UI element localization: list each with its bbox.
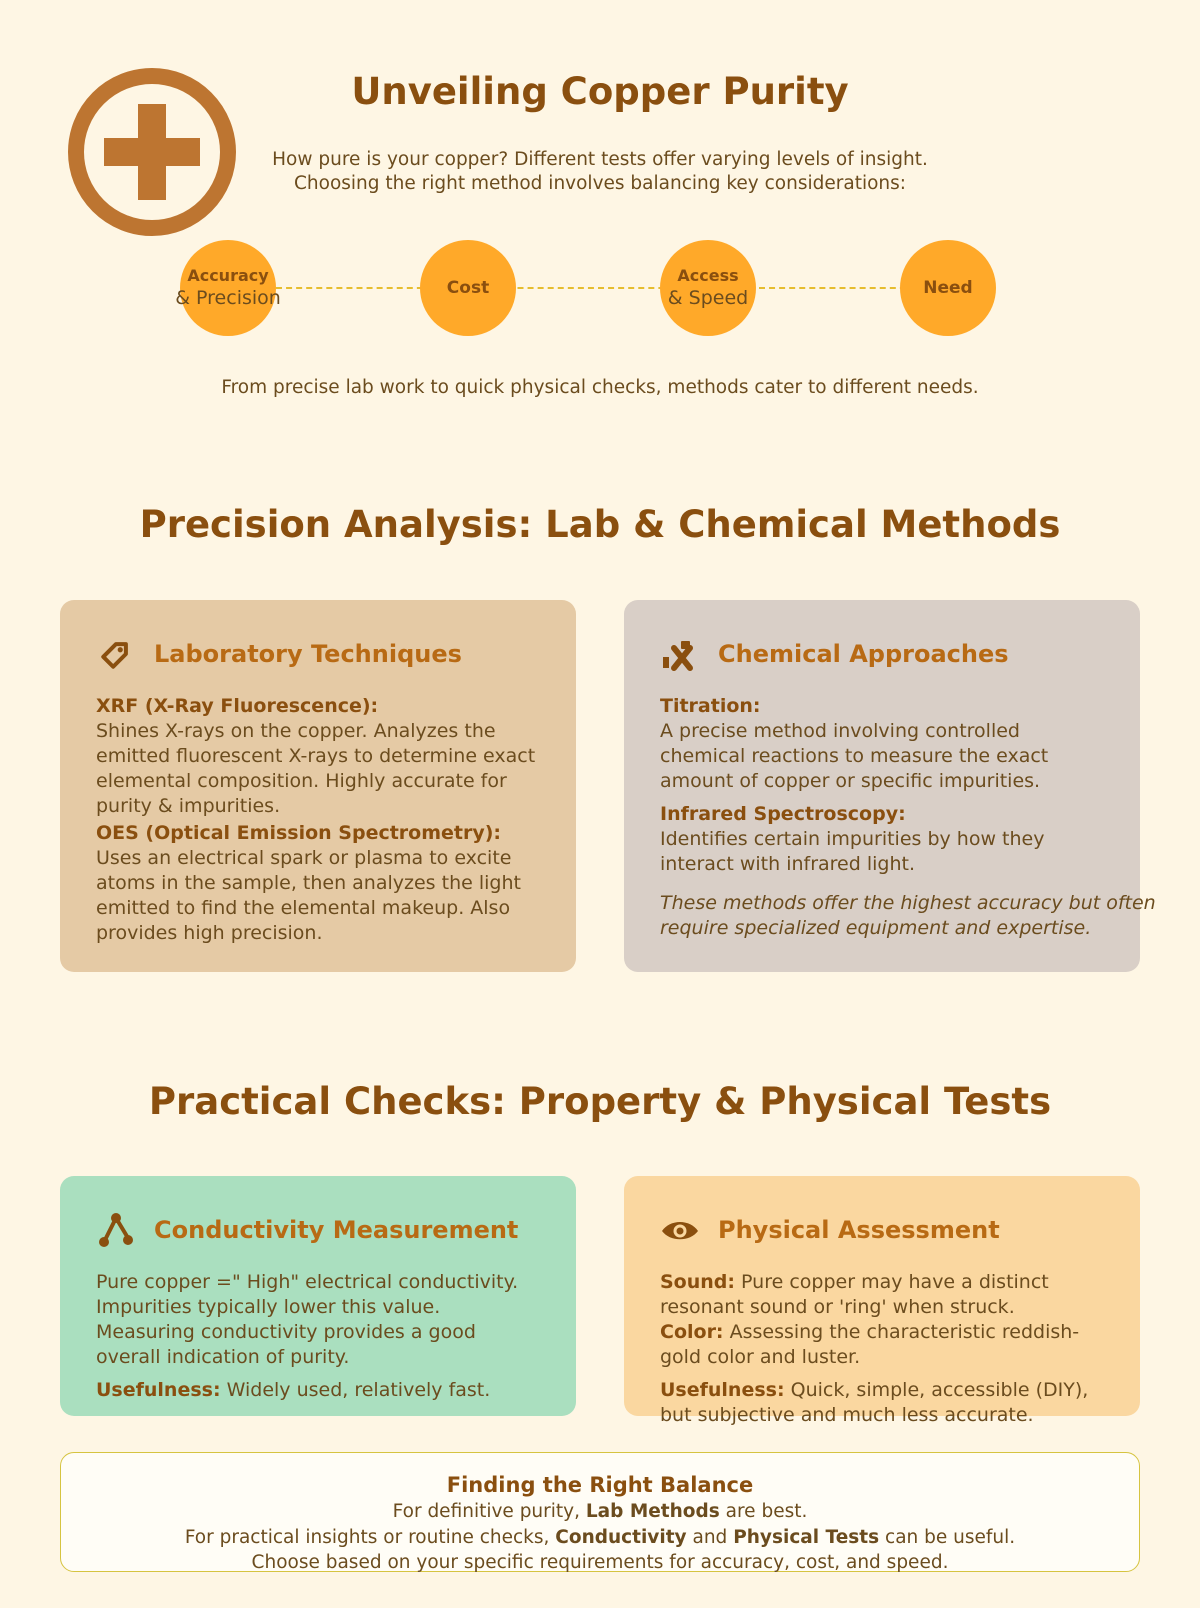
physical-assessment-heading: Physical Assessment: [718, 1216, 1000, 1244]
xrf-text: Shines X-rays on the copper. Analyzes the emitted fluorescent X-rays to determine exact elemental composition. Highly accurate for purity & impurities.: [96, 720, 536, 817]
consideration-line2: & Precision: [175, 287, 281, 309]
color-label: Color:: [660, 1321, 724, 1343]
consideration-line1: Accuracy: [187, 266, 269, 285]
oes-text: Uses an electrical spark or plasma to excite atoms in the sample, then analyzes the light emitted to find the elemental makeup. Also provides high precision.: [96, 847, 521, 944]
color-text: Assessing the characteristic reddish-gold color and luster.: [660, 1321, 1080, 1368]
balance-line-3: Choose based on your specific requirements for accuracy, cost, and speed.: [251, 1552, 949, 1573]
consideration-line2: & Speed: [667, 287, 749, 309]
lab-techniques-heading: Laboratory Techniques: [154, 640, 462, 668]
consideration-need: [900, 240, 996, 336]
conductivity-usefulness-label: Usefulness:: [96, 1379, 221, 1401]
infrared-label: Infrared Spectroscopy:: [660, 803, 906, 825]
eye-icon: [660, 1210, 700, 1250]
lab-techniques-card: [60, 600, 576, 972]
physical-assessment-card: [624, 1176, 1140, 1426]
chemical-approaches-heading: Chemical Approaches: [718, 640, 1009, 668]
methods-subline: From precise lab work to quick physical checks, methods cater to different needs.: [221, 377, 979, 398]
chemical-approaches-card: [624, 600, 1156, 972]
page-title: Unveiling Copper Purity: [351, 70, 849, 113]
network-icon: [96, 1210, 136, 1250]
consideration-access: [660, 240, 756, 336]
conductivity-card: [60, 1176, 576, 1416]
consideration-cost: [420, 240, 516, 336]
intro-line-1: How pure is your copper? Different tests offer varying levels of insight.: [272, 149, 928, 170]
sound-label: Sound:: [660, 1271, 735, 1293]
titration-label: Titration:: [660, 695, 761, 717]
intro-line-2: Choosing the right method involves balancing key considerations:: [293, 173, 907, 194]
consideration-line1: Need: [923, 278, 973, 298]
titration-text: A precise method involving controlled chemical reactions to measure the exact amount of copper or specific impurities.: [660, 720, 1049, 792]
infrared-text: Identifies certain impurities by how they interact with infrared light.: [660, 828, 1045, 875]
balance-summary-box: [60, 1452, 1140, 1572]
balance-line-2: For practical insights or routine checks, Conductivity and Physical Tests can be useful.: [184, 1526, 1016, 1548]
section-title-practical: Practical Checks: Property & Physical Tests: [148, 1080, 1052, 1123]
conductivity-usefulness-text: Widely used, relatively fast.: [226, 1379, 491, 1401]
flask-icon: [660, 634, 700, 674]
consideration-line1: Cost: [446, 278, 490, 298]
intro-text: [240, 148, 960, 196]
sound-text: Pure copper may have a distinct resonant sound or 'ring' when struck.: [660, 1271, 1049, 1318]
balance-line-1: For definitive purity, Lab Methods are best.: [392, 1501, 808, 1522]
consideration-accuracy: [175, 240, 281, 336]
xrf-label: XRF (X-Ray Fluorescence):: [96, 695, 379, 717]
consideration-line1: Access: [677, 266, 739, 285]
physical-usefulness-text: Quick, simple, accessible (DIY), but subjective and much less accurate.: [660, 1379, 1089, 1426]
conductivity-heading: Conductivity Measurement: [154, 1216, 519, 1244]
considerations-connector: [276, 287, 926, 289]
chemical-note: These methods offer the highest accuracy but often require specialized equipment and expertise.: [660, 892, 1156, 939]
tag-icon: [96, 634, 136, 674]
physical-usefulness-label: Usefulness:: [660, 1379, 785, 1401]
section-title-precision: Precision Analysis: Lab & Chemical Methods: [139, 503, 1061, 546]
oes-label: OES (Optical Emission Spectrometry):: [96, 822, 502, 844]
conductivity-text: Pure copper =" High" electrical conductivity. Impurities typically lower this value. Measuring conductivity provides a good overall indication of purity.: [96, 1271, 519, 1368]
balance-title: Finding the Right Balance: [446, 1473, 754, 1497]
